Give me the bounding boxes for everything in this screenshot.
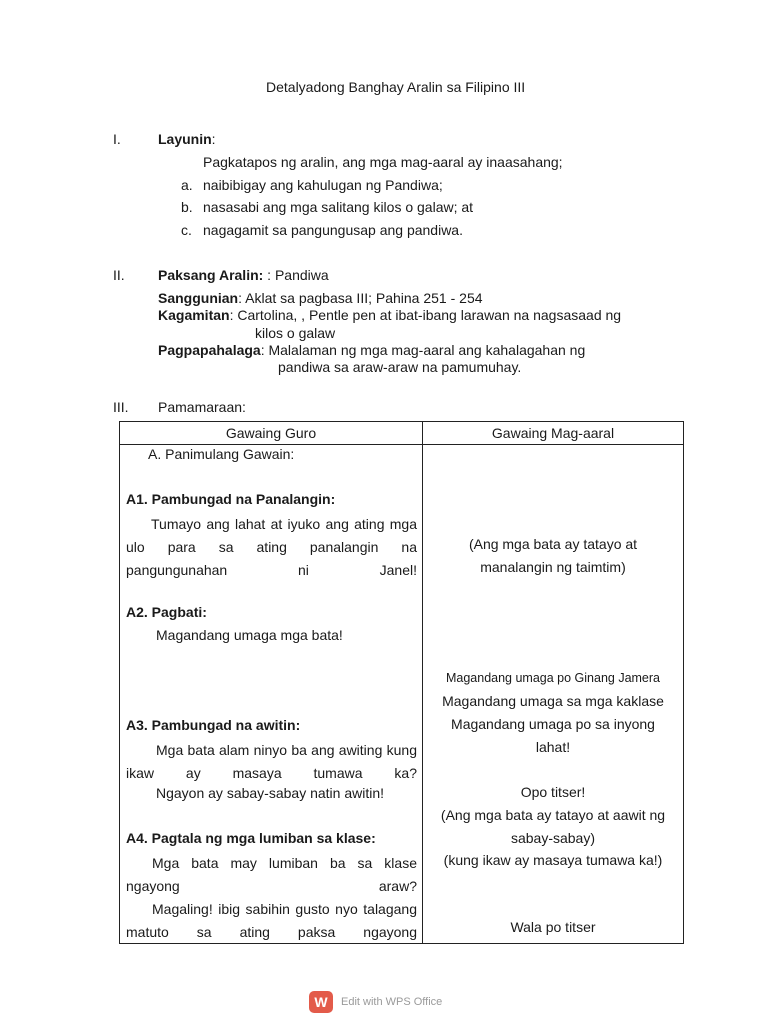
- layunin-label: Layunin: [158, 131, 212, 147]
- student-response-greeting-2: Magandang umaga sa mga kaklase: [442, 693, 664, 709]
- kagamitan-continuation: kilos o galaw: [255, 325, 336, 341]
- panimulang-gawain-heading: A. Panimulang Gawain:: [148, 446, 295, 462]
- teacher-column: [120, 445, 423, 944]
- wps-watermark[interactable]: [309, 991, 442, 1013]
- a3-heading-text: A3. Pambungad na awitin:: [126, 717, 301, 733]
- a1-heading: [126, 491, 335, 507]
- a4-heading-text: A4. Pagtala ng mga lumiban sa klase:: [126, 830, 376, 846]
- table-header-row: [120, 422, 684, 445]
- a3-text: Mga bata alam ninyo ba ang awiting kung ikaw ay masaya tumawa ka?: [126, 742, 417, 781]
- header-gawaing-mag-aaral: Gawaing Mag-aaral: [423, 422, 684, 445]
- procedure-table: [119, 421, 684, 944]
- table-row: [120, 445, 684, 944]
- objective-b-letter: b.: [181, 199, 193, 215]
- pamamaraan-heading: Pamamaraan:: [158, 399, 246, 415]
- student-response-prayer-2: manalangin ng taimtim): [480, 559, 626, 575]
- section-1-heading: [158, 131, 216, 147]
- kagamitan-label: Kagamitan: [158, 307, 230, 323]
- section-2-number: II.: [113, 267, 125, 283]
- a2-heading: [126, 604, 207, 620]
- sanggunian-label: Sanggunian: [158, 290, 239, 306]
- paksang-aralin-label: Paksang Aralin:: [158, 267, 264, 283]
- student-response-greeting-1: Magandang umaga po Ginang Jamera: [445, 671, 661, 685]
- objective-c-text: nagagamit sa pangungusap ang pandiwa.: [203, 222, 463, 238]
- objective-a-text: naibibigay ang kahulugan ng Pandiwa;: [203, 177, 443, 193]
- objective-b-text: nasasabi ang mga salitang kilos o galaw; at: [203, 199, 474, 215]
- wps-logo-icon: W: [309, 991, 333, 1013]
- layunin-colon: :: [211, 131, 216, 147]
- pagpapahalaga-continuation: pandiwa sa araw-araw na pamumuhay.: [278, 359, 522, 375]
- student-response-prayer-1: (Ang mga bata ay tatayo at: [468, 536, 638, 552]
- section-1-number: I.: [113, 131, 121, 147]
- a4-text-2: Magaling! ibig sabihin gusto nyo talagang matuto sa ating paksa ngayong: [126, 901, 417, 940]
- objective-c-letter: c.: [181, 222, 192, 238]
- header-gawaing-guro: Gawaing Guro: [120, 422, 423, 445]
- student-response-song-4: (kung ikaw ay masaya tumawa ka!): [443, 852, 663, 868]
- a4-heading: [126, 830, 376, 846]
- kagamitan-value: : Cartolina, , Pentle pen at ibat-ibang larawan na nagsasaad ng: [229, 307, 622, 323]
- student-response-greeting-4: lahat!: [535, 739, 571, 755]
- pagpapahalaga-label: Pagpapahalaga: [158, 342, 261, 358]
- a3-heading: [126, 717, 300, 733]
- pagpapahalaga-line: [158, 342, 585, 358]
- student-response-song-2: (Ang mga bata ay tatayo at aawit ng: [440, 807, 666, 823]
- kagamitan-line: [158, 307, 621, 323]
- objectives-intro: Pagkatapos ng aralin, ang mga mag-aaral ay inaasahang;: [203, 154, 563, 170]
- student-column: [423, 445, 684, 944]
- student-response-greeting-3: Magandang umaga po sa inyong: [451, 716, 655, 732]
- a4-text: Mga bata may lumiban ba sa klase ngayong araw?: [126, 855, 417, 894]
- student-response-song-3: sabay-sabay): [510, 830, 596, 846]
- a2-heading-text: A2. Pagbati:: [126, 604, 207, 620]
- paksang-aralin-line: [158, 267, 329, 283]
- document-title: Detalyadong Banghay Aralin sa Filipino III: [266, 79, 526, 95]
- a1-heading-text: A1. Pambungad na Panalangin:: [126, 491, 336, 507]
- sanggunian-value: : Aklat sa pagbasa III; Pahina 251 - 254: [238, 290, 483, 306]
- student-response-attendance: Wala po titser: [510, 919, 596, 935]
- wps-watermark-text: Edit with WPS Office: [341, 996, 443, 1008]
- section-3-number: III.: [113, 399, 129, 415]
- objective-a-letter: a.: [181, 177, 193, 193]
- pagpapahalaga-value: : Malalaman ng mga mag-aaral ang kahalagahan ng: [260, 342, 586, 358]
- sanggunian-line: [158, 290, 483, 306]
- paksang-aralin-value: : Pandiwa: [263, 267, 329, 283]
- student-response-song-1: Opo titser!: [520, 784, 586, 800]
- a1-text: Tumayo ang lahat at iyuko ang ating mga ulo para sa ating panalangin na pangungunahan ni Janel!: [126, 516, 417, 578]
- a3-text-2: Ngayon ay sabay-sabay natin awitin!: [156, 785, 385, 801]
- a2-text: Magandang umaga mga bata!: [156, 627, 343, 643]
